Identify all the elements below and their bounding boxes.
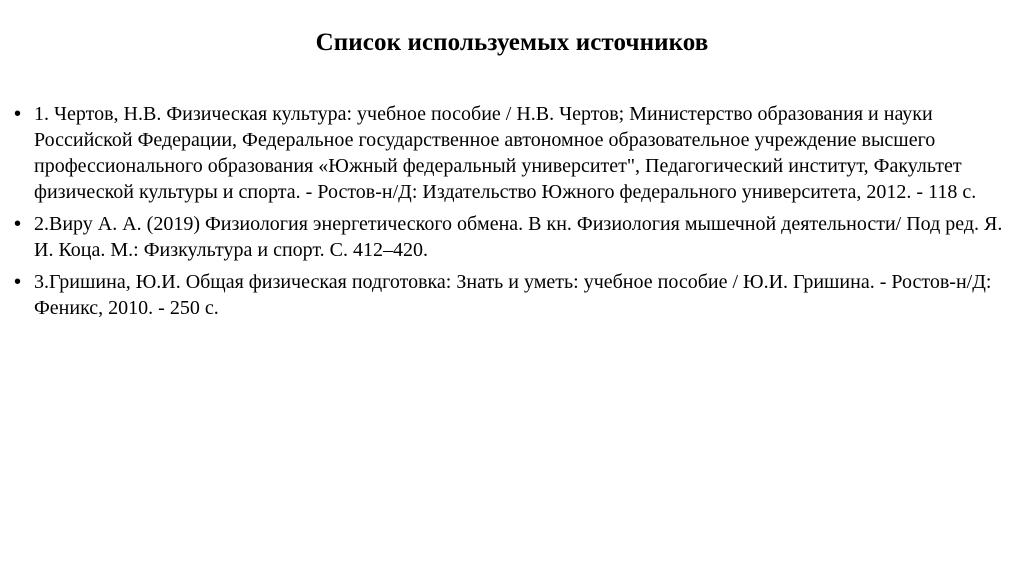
slide-title: Список используемых источников [315, 29, 709, 56]
bullet-icon: • [14, 271, 22, 293]
reference-text-2: 2.Виру А. А. (2019) Физиология энергетического обмена. В кн. Физиология мышечной деятельности/ Под ред. Я. И. Коца. М.: Физкультура и спорт. С. 412–420. [34, 213, 1003, 261]
reference-item-1 [14, 101, 1004, 205]
bullet-icon: • [14, 213, 22, 235]
reference-text-1: 1. Чертов, Н.В. Физическая культура: учебное пособие / Н.В. Чертов; Министерство образования и науки Российской Федерации, Федеральное государственное автономное образовательное учреждение высшего профессионального образования «Южный федеральный университет", Педагогический институт, Факультет физической культуры и спорта. - Ростов-н/Д: Издательство Южного федерального университета, 2012. - 118 с. [34, 103, 977, 203]
reference-list [14, 101, 1004, 327]
bullet-icon: • [14, 103, 22, 125]
reference-item-2 [14, 211, 1004, 263]
reference-item-3 [14, 269, 1004, 321]
reference-text-3: 3.Гришина, Ю.И. Общая физическая подготовка: Знать и уметь: учебное пособие / Ю.И. Гришина. - Ростов-н/Д: Феникс, 2010. - 250 с. [34, 271, 992, 319]
